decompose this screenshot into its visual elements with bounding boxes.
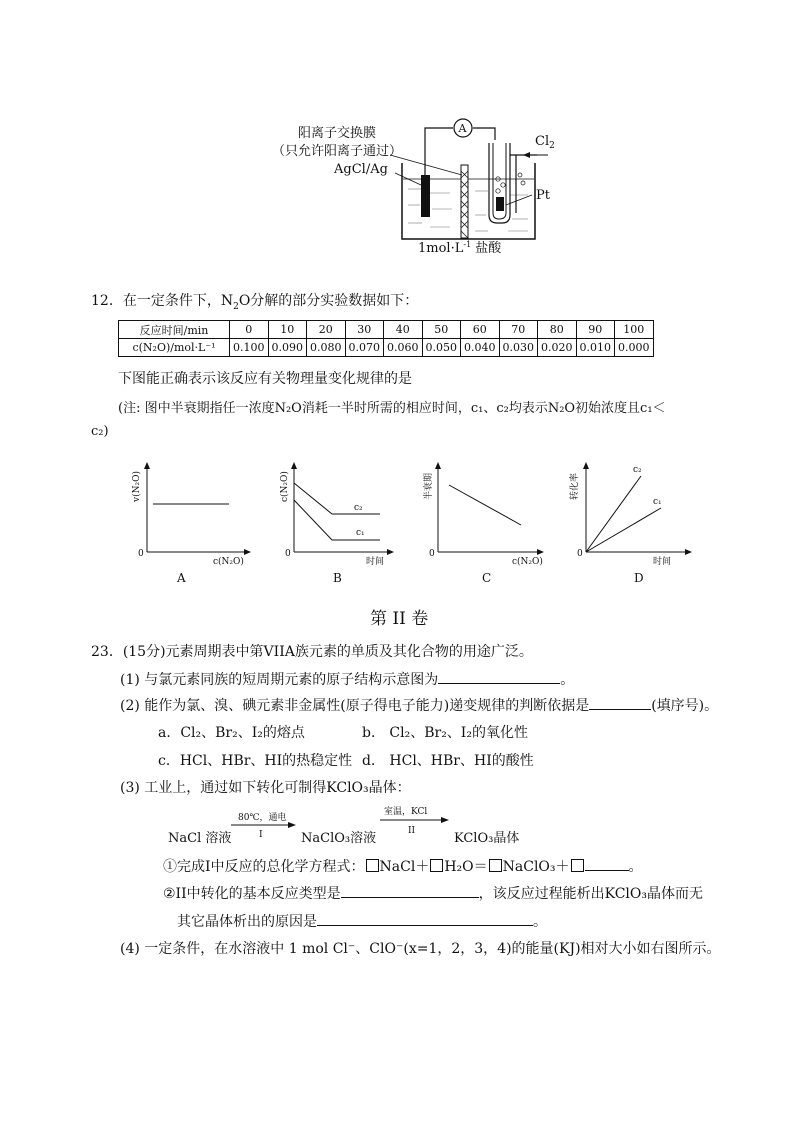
ammeter-symbol: A xyxy=(458,122,467,135)
scheme-cond1: 80℃，通电 xyxy=(238,813,287,823)
graph-a-xlabel: c(N₂O) xyxy=(213,557,244,567)
table-header-time: 反应时间/min xyxy=(119,321,230,339)
table-cell: 0.070 xyxy=(345,339,384,357)
n2o-data-table xyxy=(118,320,654,357)
table-cell: 10 xyxy=(268,321,307,339)
table-cell: 80 xyxy=(538,321,577,339)
table-cell: 50 xyxy=(422,321,461,339)
table-cell: 0.010 xyxy=(576,339,615,357)
half-life-line xyxy=(449,485,521,525)
scheme-cond2: 室温，KCl xyxy=(384,807,428,817)
gas-label: $Cl_2$ xyxy=(535,134,555,151)
graph-c-xlabel: c(N₂O) xyxy=(512,557,543,567)
coefficient-box-3[interactable] xyxy=(489,859,502,872)
option-b: b． Cl₂、Br₂、I₂的氧化性 xyxy=(362,725,528,741)
electrode-left-label: AgCl/Ag xyxy=(334,162,388,177)
table-cell: 0.030 xyxy=(499,339,538,357)
scheme-step1: I xyxy=(259,830,263,840)
q23-part3-ii: ②II中转化的基本反应类型是 ，该反应过程能析出KClO₃晶体而无 xyxy=(163,883,703,903)
q23-part3-ii-cont: 其它晶体析出的原因是 。 xyxy=(177,911,547,931)
graph-c-ylabel: 半衰期 xyxy=(424,472,434,500)
option-d: d． HCl、HBr、HI的酸性 xyxy=(362,753,534,769)
table-cell: 20 xyxy=(307,321,346,339)
curve-c1 xyxy=(586,508,661,552)
graph-b-letter: B xyxy=(333,571,342,585)
curve-c2 xyxy=(294,483,380,514)
table-cell: 40 xyxy=(384,321,423,339)
reaction-arrow-1 xyxy=(231,820,297,830)
coefficient-box-4[interactable] xyxy=(571,859,584,872)
graph-a-ylabel: v(N₂O) xyxy=(132,471,142,502)
graph-b-origin: 0 xyxy=(285,549,291,559)
q23-part4: (4) 一定条件，在水溶液中 1 mol Cl⁻、ClO⁻(x=1，2，3，4)的能量(KJ)相对大小如右图所示。 xyxy=(120,941,721,957)
q23-equation: ①完成I中反应的总化学方程式： NaCl＋ H₂O＝ NaClO₃＋ 。 xyxy=(163,856,643,876)
table-cell: 0.090 xyxy=(268,339,307,357)
table-cell: 0.000 xyxy=(615,339,654,357)
electrolysis-apparatus-diagram xyxy=(272,115,570,260)
table-header-concentration: c(N₂O)/mol·L⁻¹ xyxy=(119,339,230,357)
coefficient-box-2[interactable] xyxy=(430,859,443,872)
reaction-arrow-2 xyxy=(380,815,450,825)
graph-b-ylabel: c(N₂O) xyxy=(280,471,290,502)
graph-d-xlabel: 时间 xyxy=(653,557,672,567)
graph-d-letter: D xyxy=(634,571,644,585)
graph-b xyxy=(275,458,405,588)
graph-b-xlabel: 时间 xyxy=(366,557,385,567)
membrane-note: （只允许阳离子通过） xyxy=(272,144,403,159)
graph-d-c1-label: c₁ xyxy=(653,497,662,507)
table-cell: 30 xyxy=(345,321,384,339)
curve-c1 xyxy=(294,500,380,540)
q12-note-line1: (注: 图中半衰期指任一浓度N₂O消耗一半时所需的相应时间，c₁、c₂均表示N₂O初始浓度且c₁＜ xyxy=(118,401,666,416)
membrane-label: 阳离子交换膜 xyxy=(298,126,377,141)
scheme-mid: NaClO₃溶液 xyxy=(301,831,377,846)
graph-d-origin: 0 xyxy=(577,549,583,559)
graph-c-origin: 0 xyxy=(429,549,435,559)
q12-note-line2: c₂) xyxy=(91,424,109,439)
table-row-time xyxy=(119,321,654,339)
table-cell: 0.020 xyxy=(538,339,577,357)
graph-d xyxy=(563,458,698,588)
option-a: a．Cl₂、Br₂、I₂的熔点 xyxy=(158,725,305,741)
graph-a-letter: A xyxy=(177,571,186,585)
graph-d-c2-label: c₂ xyxy=(633,465,642,475)
table-cell: 0.100 xyxy=(230,339,269,357)
answer-blank-1[interactable] xyxy=(438,669,560,684)
section-title: 第 II 卷 xyxy=(370,609,429,629)
q12-prompt: 下图能正确表示该反应有关物理量变化规律的是 xyxy=(118,371,412,387)
table-row-concentration xyxy=(119,339,654,357)
table-cell: 100 xyxy=(615,321,654,339)
option-c: c．HCl、HBr、HI的热稳定性 xyxy=(158,753,353,769)
answer-blank-5[interactable] xyxy=(317,911,533,926)
graph-b-c2-label: c₂ xyxy=(354,503,363,513)
graph-c xyxy=(418,458,553,588)
scheme-end: KClO₃晶体 xyxy=(454,831,520,846)
answer-blank-2[interactable] xyxy=(589,695,651,710)
coefficient-box-1[interactable] xyxy=(366,859,379,872)
table-cell: 0.060 xyxy=(384,339,423,357)
scheme-step2: II xyxy=(408,826,416,836)
graph-a xyxy=(125,458,260,588)
answer-blank-4[interactable] xyxy=(341,883,479,898)
graph-d-ylabel: 转化率 xyxy=(570,472,580,500)
table-cell: 0.040 xyxy=(461,339,500,357)
curve-c2 xyxy=(586,476,641,552)
q23-part1: (1) 与氯元素同族的短周期元素的原子结构示意图为 。 xyxy=(120,669,574,689)
table-cell: 0 xyxy=(230,321,269,339)
graph-a-origin: 0 xyxy=(138,549,144,559)
q23-part2: (2) 能作为氯、溴、碘元素非金属性(原子得电子能力)递变规律的判断依据是 (填序号)。 xyxy=(120,695,718,715)
table-cell: 60 xyxy=(461,321,500,339)
q23-part3: (3) 工业上，通过如下转化可制得KClO₃晶体： xyxy=(120,780,411,796)
solution-label: $1mol\cdot L^{-1}$ 盐酸 xyxy=(418,240,502,256)
q12-stem: 12．在一定条件下，$N_2O$分解的部分实验数据如下： xyxy=(91,293,419,312)
graph-c-letter: C xyxy=(482,571,492,585)
table-cell: 0.080 xyxy=(307,339,346,357)
graph-b-c1-label: c₁ xyxy=(356,528,365,538)
scheme-start: NaCl 溶液 xyxy=(168,831,232,846)
table-cell: 0.050 xyxy=(422,339,461,357)
table-cell: 90 xyxy=(576,321,615,339)
table-cell: 70 xyxy=(499,321,538,339)
q23-stem: 23．(15分)元素周期表中第VIIA族元素的单质及其化合物的用途广泛。 xyxy=(91,644,533,660)
answer-blank-3[interactable] xyxy=(585,856,629,871)
electrode-right-label: Pt xyxy=(536,188,550,203)
